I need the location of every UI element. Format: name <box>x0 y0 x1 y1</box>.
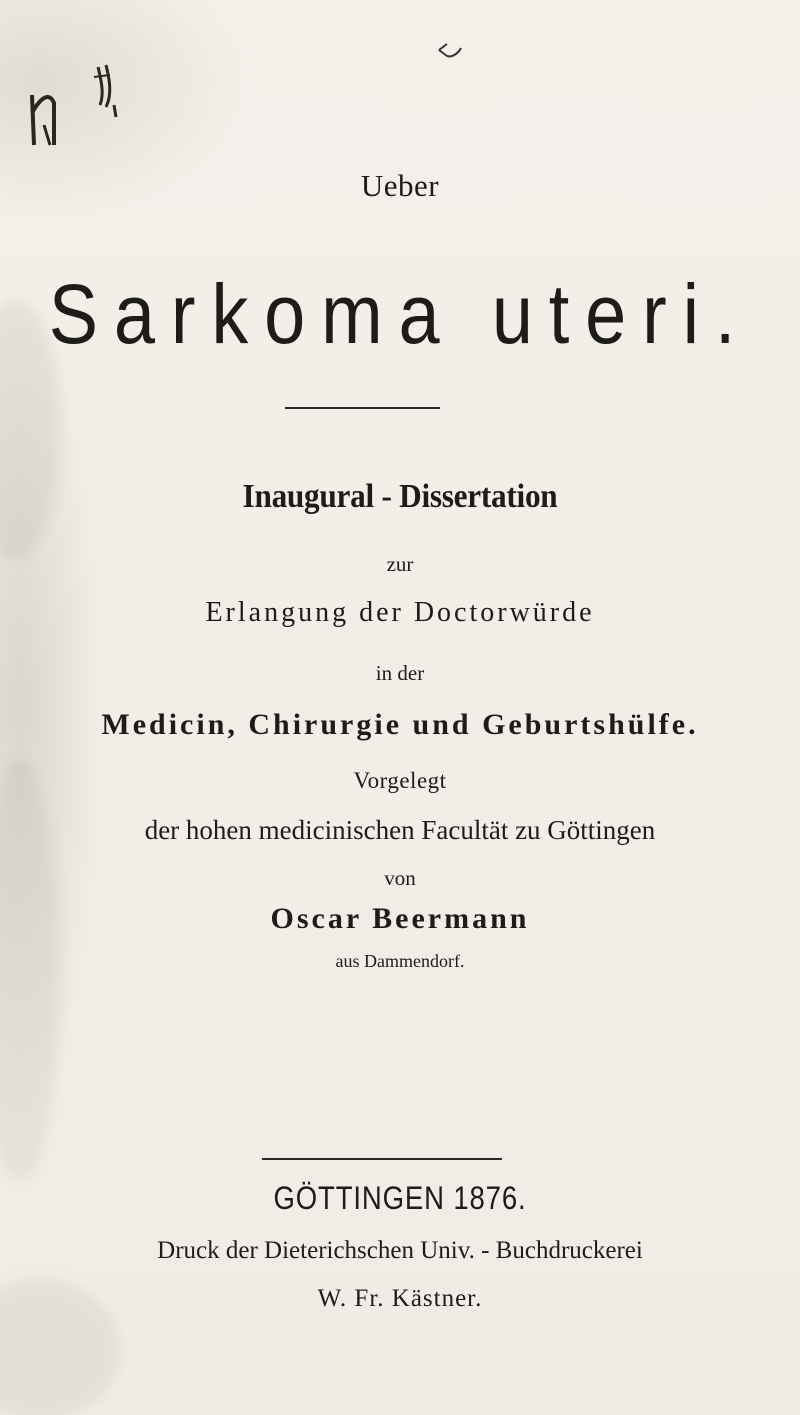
von-text: von <box>384 866 416 890</box>
vorgelegt-text: Vorgelegt <box>353 768 447 793</box>
author-name: Oscar Beermann <box>270 902 530 935</box>
erlangung-line: Erlangung der Doctorwürde <box>205 597 595 628</box>
small-ink-scribble-icon <box>435 40 465 60</box>
printer-line: Druck der Dieterichschen Univ. - Buchdruckerei <box>157 1237 643 1264</box>
author-origin: aus Dammendorf. <box>335 951 465 971</box>
main-title: Sarkoma uteri. <box>48 267 752 361</box>
place-year: GÖTTINGEN 1876. <box>273 1180 527 1216</box>
in-der-text: in der <box>375 661 425 685</box>
zur-text: zur <box>386 552 414 576</box>
ink-stamp-fragment-icon <box>20 55 140 165</box>
imprint-rule <box>262 1158 502 1160</box>
faculties-line: Medicin, Chirurgie und Geburtshülfe. <box>101 708 699 741</box>
title-rule <box>285 407 440 409</box>
faculty-line: der hohen medicinischen Facultät zu Göttingen <box>144 815 656 845</box>
over-title: Ueber <box>360 168 440 203</box>
printer-name: W. Fr. Kästner. <box>317 1285 483 1312</box>
dissertation-heading: Inaugural - Dissertation <box>242 478 558 515</box>
